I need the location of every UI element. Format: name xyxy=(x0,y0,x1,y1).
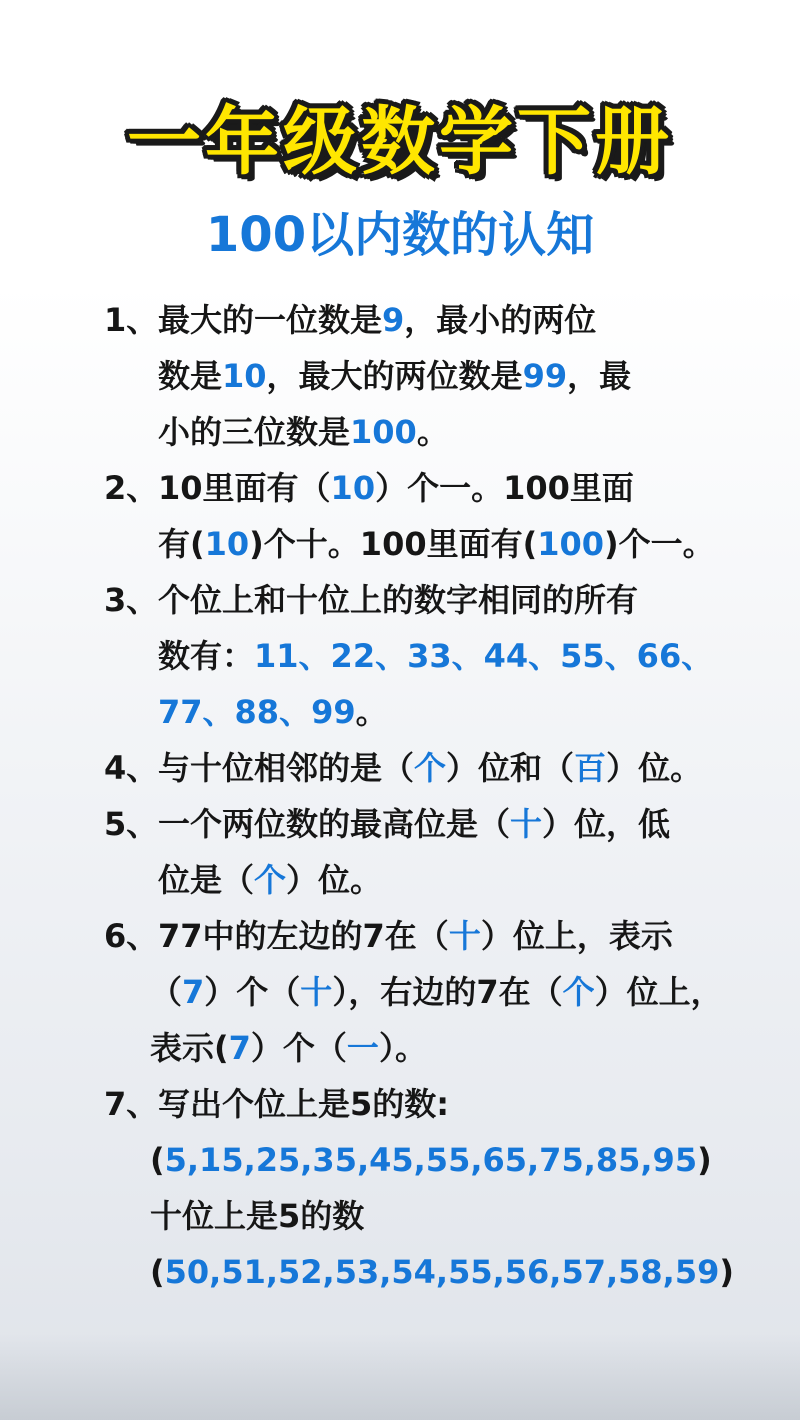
question-text: ），右边的7在（ xyxy=(332,973,563,1011)
question-text: ) xyxy=(697,1141,712,1179)
list-item-text xyxy=(158,684,388,740)
list-item-line xyxy=(0,1020,800,1076)
question-text: 。 xyxy=(416,413,449,451)
list-item-line xyxy=(0,404,800,460)
list-item-number: 4、 xyxy=(104,749,159,787)
question-text: 数是 xyxy=(158,357,223,395)
question-text: ，最 xyxy=(567,357,632,395)
list-item-text xyxy=(150,964,723,1020)
question-text: ( xyxy=(150,1253,165,1291)
list-item-number: 3、 xyxy=(104,581,159,619)
list-item-text xyxy=(158,404,449,460)
list-item-number: 1、 xyxy=(104,301,159,339)
answer-text: 个 xyxy=(414,749,447,787)
question-text: ，最大的两位数是 xyxy=(266,357,523,395)
question-text: 77中的左边的7在（ xyxy=(158,917,449,955)
answer-text: 个 xyxy=(254,861,287,899)
list-item-line xyxy=(0,572,800,628)
list-item-text xyxy=(150,1020,427,1076)
answer-text: 50,51,52,53,54,55,56,57,58,59 xyxy=(164,1253,720,1291)
question-text: （ xyxy=(150,973,183,1011)
list-item-text xyxy=(150,1132,712,1188)
list-item-text xyxy=(158,740,702,796)
answer-text: 10 xyxy=(204,525,250,563)
question-text: ，最小的两位 xyxy=(404,301,597,339)
list-item-number: 6、 xyxy=(104,917,159,955)
answer-text: 十 xyxy=(300,973,333,1011)
question-text: ）位上， xyxy=(594,973,723,1011)
list-item-text xyxy=(158,796,670,852)
question-text: ) xyxy=(719,1253,734,1291)
list-item-text xyxy=(150,1188,364,1244)
question-text: )个一。 xyxy=(604,525,715,563)
answer-text: 7 xyxy=(228,1029,251,1067)
question-text: 写出个位上是5的数: xyxy=(158,1085,450,1123)
list-item-line xyxy=(0,852,800,908)
answer-text: 5,15,25,35,45,55,65,75,85,95 xyxy=(164,1141,698,1179)
question-text: ）位。 xyxy=(606,749,703,787)
list-item-line xyxy=(0,1244,800,1300)
list-item-number: 7、 xyxy=(104,1085,159,1123)
question-text: ）。 xyxy=(378,1029,427,1067)
list-item-number: 2、 xyxy=(104,469,159,507)
answer-text: 11、22、33、44、55、66、 xyxy=(254,637,714,675)
page-subtitle: 100以内数的认知 xyxy=(205,207,595,263)
question-text: 10里面有（ xyxy=(158,469,331,507)
question-text: )个十。100里面有( xyxy=(249,525,538,563)
list-item-line xyxy=(0,1132,800,1188)
question-text: ）个一。100里面 xyxy=(375,469,634,507)
list-item xyxy=(0,292,800,460)
list-item-text xyxy=(158,348,631,404)
knowledge-list xyxy=(0,292,800,1300)
question-text: 表示( xyxy=(150,1029,229,1067)
question-text: 有( xyxy=(158,525,205,563)
answer-text: 十 xyxy=(448,917,481,955)
question-text: 数有： xyxy=(158,637,255,675)
answer-text: 一 xyxy=(346,1029,379,1067)
question-text: ）个（ xyxy=(250,1029,347,1067)
answer-text: 个 xyxy=(562,973,595,1011)
list-item-text xyxy=(158,852,382,908)
list-item xyxy=(0,460,800,572)
answer-text: 100 xyxy=(537,525,605,563)
question-text: ）个（ xyxy=(204,973,301,1011)
question-text: 小的三位数是 xyxy=(158,413,351,451)
list-item-line xyxy=(0,964,800,1020)
list-item xyxy=(0,740,800,796)
list-item-line xyxy=(0,460,800,516)
answer-text: 十 xyxy=(510,805,543,843)
list-item-text xyxy=(150,1244,734,1300)
answer-text: 99 xyxy=(522,357,568,395)
list-item-line xyxy=(0,1076,800,1132)
list-item-text xyxy=(158,1076,449,1132)
list-item-text xyxy=(158,292,596,348)
question-text: ）位上，表示 xyxy=(480,917,673,955)
question-text: ）位。 xyxy=(286,861,383,899)
question-text: 位是（ xyxy=(158,861,255,899)
list-item-line xyxy=(0,908,800,964)
answer-text: 10 xyxy=(330,469,376,507)
page-title: 一年级数学下册 xyxy=(127,99,673,185)
list-item-line xyxy=(0,628,800,684)
list-item xyxy=(0,796,800,908)
list-item-line xyxy=(0,292,800,348)
question-text: 。 xyxy=(355,693,388,731)
question-text: 个位上和十位上的数字相同的所有 xyxy=(158,581,639,619)
question-text: 十位上是5的数 xyxy=(150,1197,365,1235)
list-item-text xyxy=(158,628,713,684)
list-item-text xyxy=(158,572,638,628)
list-item-text xyxy=(158,460,634,516)
list-item-line xyxy=(0,1188,800,1244)
list-item xyxy=(0,572,800,740)
question-text: ）位，低 xyxy=(542,805,671,843)
question-text: 一个两位数的最高位是（ xyxy=(158,805,511,843)
list-item xyxy=(0,908,800,1076)
list-item-line xyxy=(0,348,800,404)
question-text: ）位和（ xyxy=(446,749,575,787)
list-item-line xyxy=(0,516,800,572)
answer-text: 百 xyxy=(574,749,607,787)
list-item-line xyxy=(0,740,800,796)
list-item-text xyxy=(158,516,715,572)
answer-text: 7 xyxy=(182,973,205,1011)
question-text: 最大的一位数是 xyxy=(158,301,383,339)
answer-text: 100 xyxy=(350,413,417,451)
question-text: ( xyxy=(150,1141,165,1179)
list-item-line xyxy=(0,796,800,852)
answer-text: 77、88、99 xyxy=(158,693,356,731)
question-text: 与十位相邻的是（ xyxy=(158,749,415,787)
list-item-line xyxy=(0,684,800,740)
answer-text: 10 xyxy=(222,357,267,395)
bottom-overlay xyxy=(0,1334,800,1420)
list-item-text xyxy=(158,908,673,964)
list-item xyxy=(0,1076,800,1300)
list-item-number: 5、 xyxy=(104,805,159,843)
answer-text: 9 xyxy=(382,301,405,339)
